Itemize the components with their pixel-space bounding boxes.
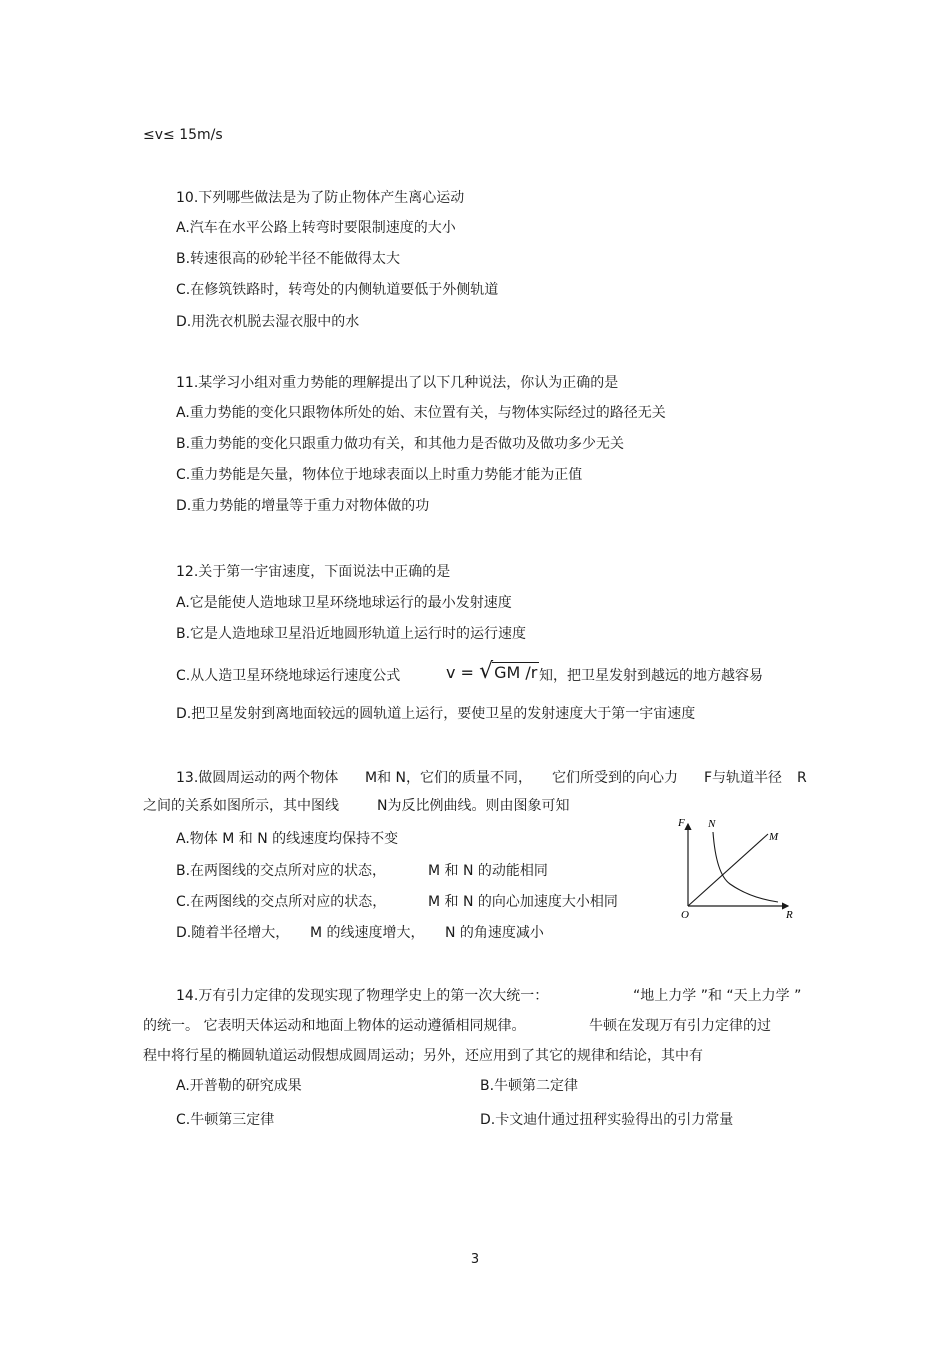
q10-option-c: C.在修筑铁路时，转弯处的内侧轨道要低于外侧轨道 [176,282,499,298]
q13-stem-part2: M和 N，它们的质量不同， [365,770,533,786]
q11-option-c: C.重力势能是矢量，物体位于地球表面以上时重力势能才能为正值 [176,467,583,483]
q12-option-b: B.它是人造地球卫星沿近地圆形轨道上运行时的运行速度 [176,626,527,642]
q13-stem-line2-a: 之间的关系如图所示，其中图线 [143,798,339,814]
q13-option-c-b: M 和 N 的向心加速度大小相同 [428,894,618,910]
top-fragment: ≤v≤ 15m/s [143,127,223,143]
sqrt-sign: √ [479,659,494,684]
q14-stem-part2: “地上力学 ”和 “天上力学 ” [633,988,802,1004]
x-axis-label: R [786,909,793,921]
q13-option-d-b: M 的线速度增大， [310,925,425,941]
q10-option-a: A.汽车在水平公路上转弯时要限制速度的大小 [176,220,456,236]
q10-option-b: B.转速很高的砂轮半径不能做得太大 [176,251,401,267]
q13-stem-part1: 13.做圆周运动的两个物体 [176,770,339,786]
q13-stem-line2-b: N为反比例曲线。则由图象可知 [377,798,570,814]
q14-stem-line2-b: 牛顿在发现万有引力定律的过 [589,1018,771,1034]
q10-stem: 10.下列哪些做法是为了防止物体产生离心运动 [176,190,465,206]
q13-stem-part4: F与轨道半径 [704,770,783,786]
q14-stem-line3: 程中将行星的椭圆轨道运动假想成圆周运动；另外，还应用到了其它的规律和结论，其中有 [143,1048,703,1064]
q12-option-c-suffix: 知，把卫星发射到越远的地方越容易 [539,668,763,684]
q14-option-b: B.牛顿第二定律 [480,1078,579,1094]
q12-stem: 12.关于第一宇宙速度，下面说法中正确的是 [176,564,451,580]
page-number: 3 [470,1252,480,1267]
formula-lhs: v = [446,663,474,682]
origin-label: O [681,909,689,921]
q12-option-c-prefix: C.从人造卫星环绕地球运行速度公式 [176,668,401,684]
q11-stem: 11.某学习小组对重力势能的理解提出了以下几种说法，你认为正确的是 [176,375,619,391]
q13-stem-part5: R [797,770,807,786]
y-axis-label: F [678,817,685,829]
q14-option-c: C.牛顿第三定律 [176,1112,275,1128]
q10-option-d: D.用洗衣机脱去湿衣服中的水 [176,314,360,330]
q11-option-a: A.重力势能的变化只跟物体所处的始、末位置有关，与物体实际经过的路径无关 [176,405,666,421]
q12-formula [446,659,539,684]
q13-option-c-a: C.在两图线的交点所对应的状态， [176,894,387,910]
q13-force-radius-graph [672,812,800,924]
line-m-label: M [769,831,779,843]
q14-stem-line2-a: 的统一。 它表明天体运动和地面上物体的运动遵循相同规律。 [143,1018,526,1034]
q13-option-b-a: B.在两图线的交点所对应的状态， [176,863,387,879]
q14-option-d: D.卡文迪什通过扭秤实验得出的引力常量 [480,1112,734,1128]
q13-stem-part3: 它们所受到的向心力 [552,770,678,786]
q14-stem-part1: 14.万有引力定律的发现实现了物理学史上的第一次大统一： [176,988,549,1004]
curve-n-label: N [708,818,716,830]
q13-option-d-c: N 的角速度减小 [445,925,544,941]
q11-option-d: D.重力势能的增量等于重力对物体做的功 [176,498,430,514]
q14-option-a: A.开普勒的研究成果 [176,1078,302,1094]
q11-option-b: B.重力势能的变化只跟重力做功有关，和其他力是否做功及做功多少无关 [176,436,625,452]
line-m [688,834,768,906]
q13-option-b-b: M 和 N 的动能相同 [428,863,548,879]
q12-option-d: D.把卫星发射到离地面较远的圆轨道上运行，要使卫星的发射速度大于第一宇宙速度 [176,706,696,722]
q13-option-d-a: D.随着半径增大， [176,925,290,941]
q13-option-a: A.物体 M 和 N 的线速度均保持不变 [176,831,399,847]
q12-option-a: A.它是能使人造地球卫星环绕地球运行的最小发射速度 [176,595,512,611]
formula-radicand: GM /r [494,663,538,682]
